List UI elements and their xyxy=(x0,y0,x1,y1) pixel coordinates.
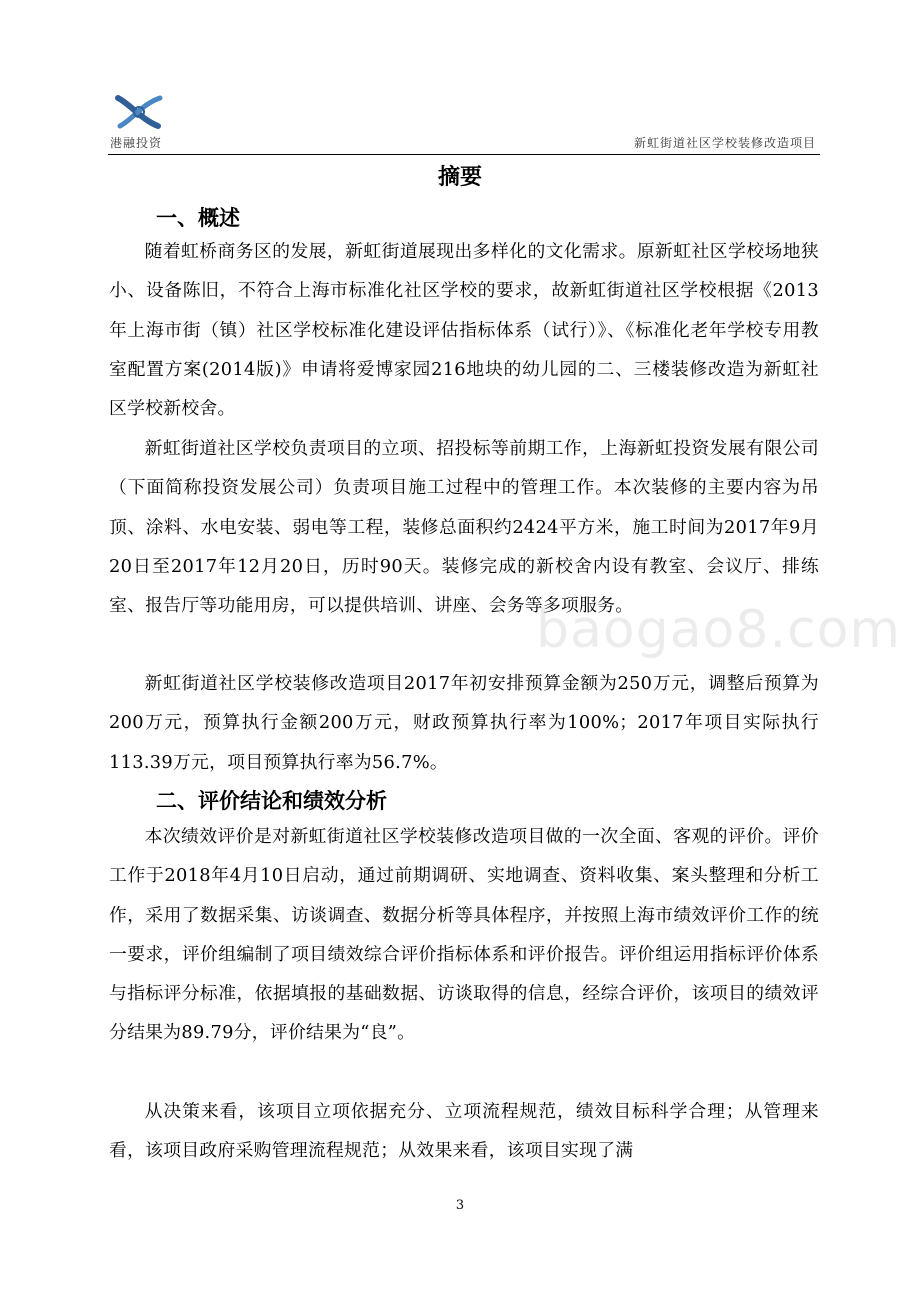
page-header xyxy=(108,92,820,155)
xh-logo-icon xyxy=(112,94,166,130)
watermark: baogao8.com xyxy=(536,600,902,660)
page-number: 3 xyxy=(455,1198,465,1213)
page-title: 摘要 xyxy=(437,165,482,190)
section-heading-evaluation: 二、评价结论和绩效分析 xyxy=(156,789,387,813)
section-heading-overview: 一、概述 xyxy=(156,206,240,230)
project-name: 新虹街道社区学校装修改造项目 xyxy=(633,136,816,150)
paragraph: 从决策来看，该项目立项依据充分、立项流程规范，绩效目标科学合理；从管理来看，该项目政府采购管理流程规范；从效果来看，该项目实现了满 xyxy=(109,1101,819,1162)
paragraph: 本次绩效评价是对新虹街道社区学校装修改造项目做的一次全面、客观的评价。评价工作于2018年4月10日启动，通过前期调研、实地调查、资料收集、案头整理和分析工作，采用了数据采集、访谈调查、数据分析等具体程序，并按照上海市绩效评价工作的统一要求，评价组编制了项目绩效综合评价指标体系和评价报告。评价组运用指标评价体系与指标评分标准，依据填报的基础数据、访谈取得的信息，经综合评价，该项目的绩效评分结果为89.79分，评价结果为“良”。 xyxy=(109,826,819,1044)
brand-name: 港融投资 xyxy=(110,136,163,150)
paragraph: 新虹街道社区学校负责项目的立项、招投标等前期工作，上海新虹投资发展有限公司（下面简称投资发展公司）负责项目施工过程中的管理工作。本次装修的主要内容为吊顶、涂料、水电安装、弱电等工程，装修总面积约2424平方米，施工时间为2017年9月20日至2017年12月20日，历时90天。装修完成的新校舍内设有教室、会议厅、排练室、报告厅等功能用房，可以提供培训、讲座、会务等多项服务。 xyxy=(109,438,819,617)
paragraph: 随着虹桥商务区的发展，新虹街道展现出多样化的文化需求。原新虹社区学校场地狭小、设备陈旧，不符合上海市标准化社区学校的要求，故新虹街道社区学校根据《2013年上海市街（镇）社区学校标准化建设评估指标体系（试行）》、《标准化老年学校专用教室配置方案(2014版)》申请将爱博家园216地块的幼儿园的二、三楼装修改造为新虹社区学校新校舍。 xyxy=(109,241,819,420)
paragraph: 新虹街道社区学校装修改造项目2017年初安排预算金额为250万元，调整后预算为200万元，预算执行金额200万元，财政预算执行率为100%；2017年项目实际执行113.39万元，项目预算执行率为56.7%。 xyxy=(109,673,819,773)
